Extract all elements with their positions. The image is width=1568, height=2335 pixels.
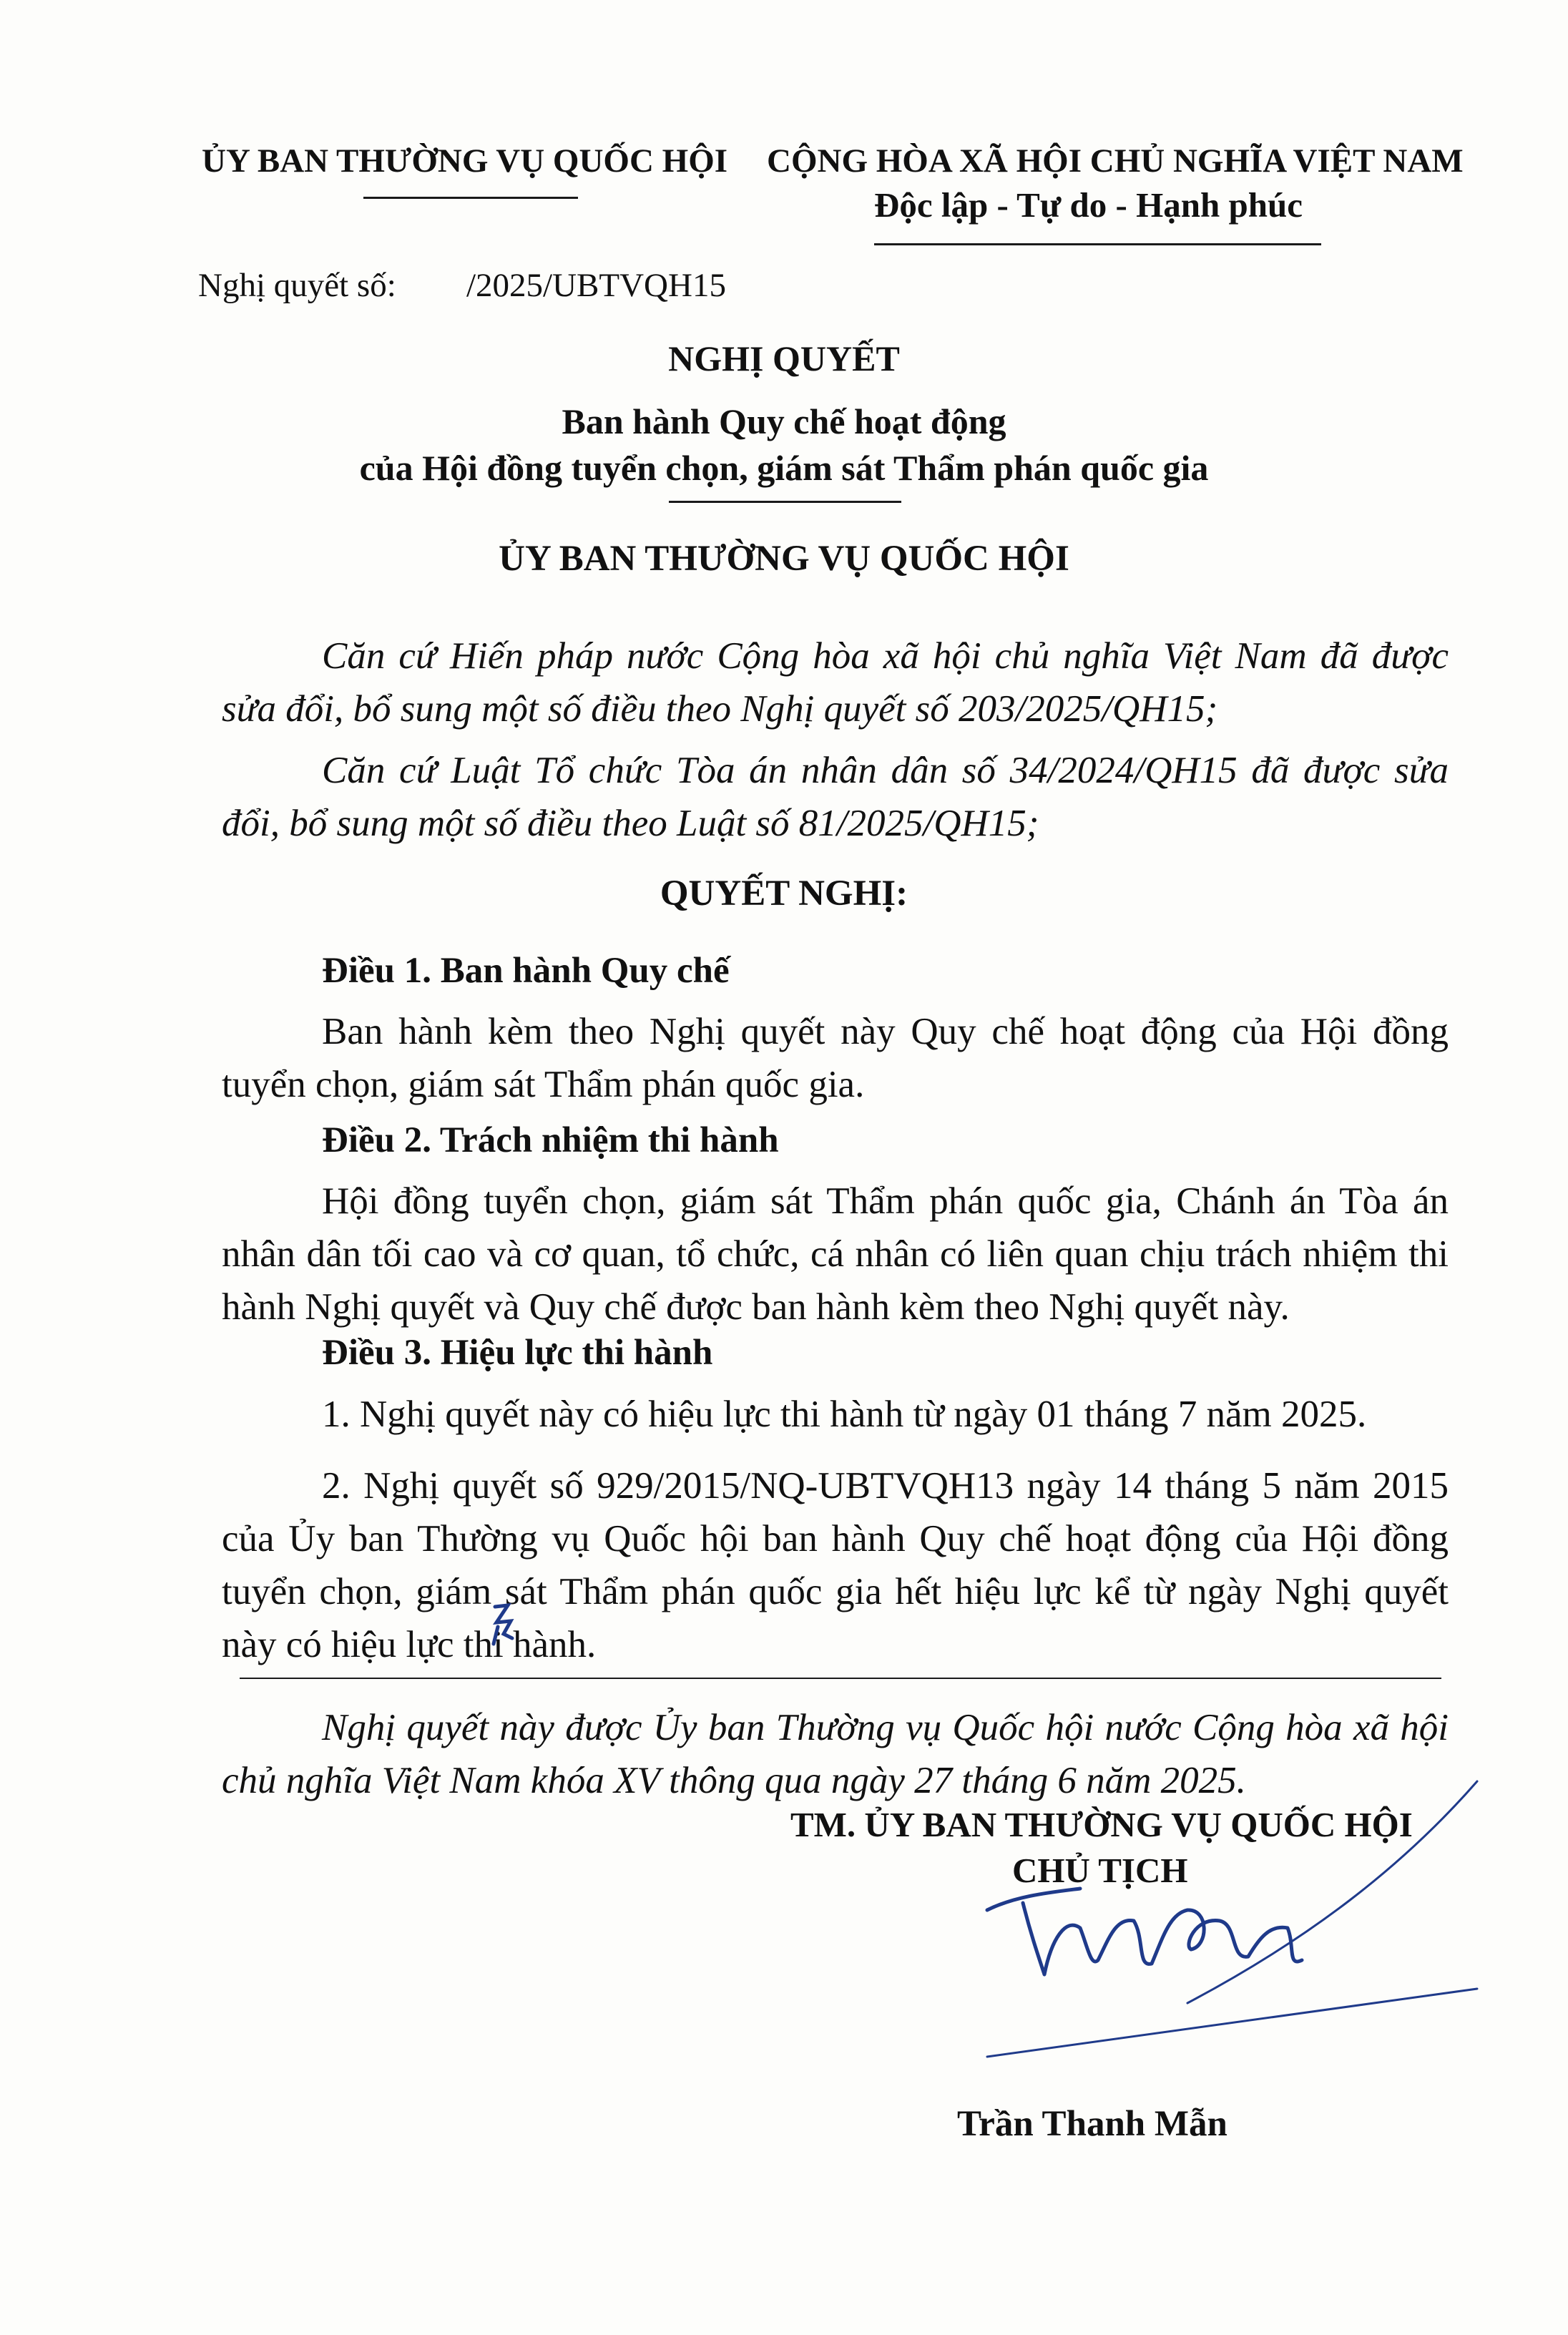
subject-line-1: Ban hành Quy chế hoạt động [562,401,1006,441]
subject-line-2: của Hội đồng tuyển chọn, giám sát Thẩm phán quốc gia [359,448,1209,488]
handwritten-signature [973,1774,1488,2075]
agency-underline [363,197,578,199]
issuing-agency: ỦY BAN THƯỜNG VỤ QUỐC HỘI [202,142,728,180]
article-2-heading: Điều 2. Trách nhiệm thi hành [322,1120,779,1160]
issuer-heading: ỦY BAN THƯỜNG VỤ QUỐC HỘI [499,539,1069,579]
separator-line [240,1678,1441,1679]
article-3-heading: Điều 3. Hiệu lực thi hành [322,1333,713,1373]
article-2-text: Hội đồng tuyển chọn, giám sát Thẩm phán quốc gia, Chánh án Tòa án nhân dân tối cao và cơ quan, tổ chức, cá nhân có liên quan chịu trách nhiệm thi hành Nghị quyết và Quy chế được ban hành kèm theo Nghị quyết này. [222,1180,1449,1328]
signature-on-behalf: TM. ỦY BAN THƯỜNG VỤ QUỐC HỘI [790,1805,1413,1844]
national-motto: Độc lập - Tự do - Hạnh phúc [874,185,1303,225]
article-1-text: Ban hành kèm theo Nghị quyết này Quy chế hoạt động của Hội đồng tuyển chọn, giám sát Thẩm phán quốc gia. [222,1011,1449,1105]
doc-number-value: /2025/UBTVQH15 [466,267,726,304]
country-name: CỘNG HÒA XÃ HỘI CHỦ NGHĨA VIỆT NAM [767,142,1464,180]
initial-mark [486,1601,529,1651]
title-underline [669,501,901,503]
legal-basis-1: Căn cứ Hiến pháp nước Cộng hòa xã hội chủ nghĩa Việt Nam đã được sửa đổi, bổ sung một số điều theo Nghị quyết số 203/2025/QH15; [222,635,1449,730]
adoption-note: Nghị quyết này được Ủy ban Thường vụ Quốc hội nước Cộng hòa xã hội chủ nghĩa Việt Nam khóa XV thông qua ngày 27 tháng 6 năm 2025. [222,1707,1449,1801]
decision-heading: QUYẾT NGHỊ: [660,873,908,914]
doc-number-label: Nghị quyết số: [198,267,396,304]
article-1-heading: Điều 1. Ban hành Quy chế [322,951,730,991]
article-3-clause-2: 2. Nghị quyết số 929/2015/NQ-UBTVQH13 ngày 14 tháng 5 năm 2015 của Ủy ban Thường vụ Quốc hội ban hành Quy chế hoạt động của Hội đồng tuyển chọn, giám sát Thẩm phán quốc gia hết hiệu lực kể từ ngày Nghị quyết này có hiệu lực thi hành. [222,1465,1449,1665]
legal-basis-2: Căn cứ Luật Tổ chức Tòa án nhân dân số 34/2024/QH15 đã được sửa đổi, bổ sung một số điều theo Luật số 81/2025/QH15; [222,750,1449,844]
document-type: NGHỊ QUYẾT [668,338,900,378]
signature-position: CHỦ TỊCH [1012,1851,1188,1890]
motto-underline [874,243,1321,245]
article-3-clause-1: 1. Nghị quyết này có hiệu lực thi hành từ ngày 01 tháng 7 năm 2025. [322,1394,1367,1435]
signatory-name: Trần Thanh Mẫn [957,2104,1228,2144]
